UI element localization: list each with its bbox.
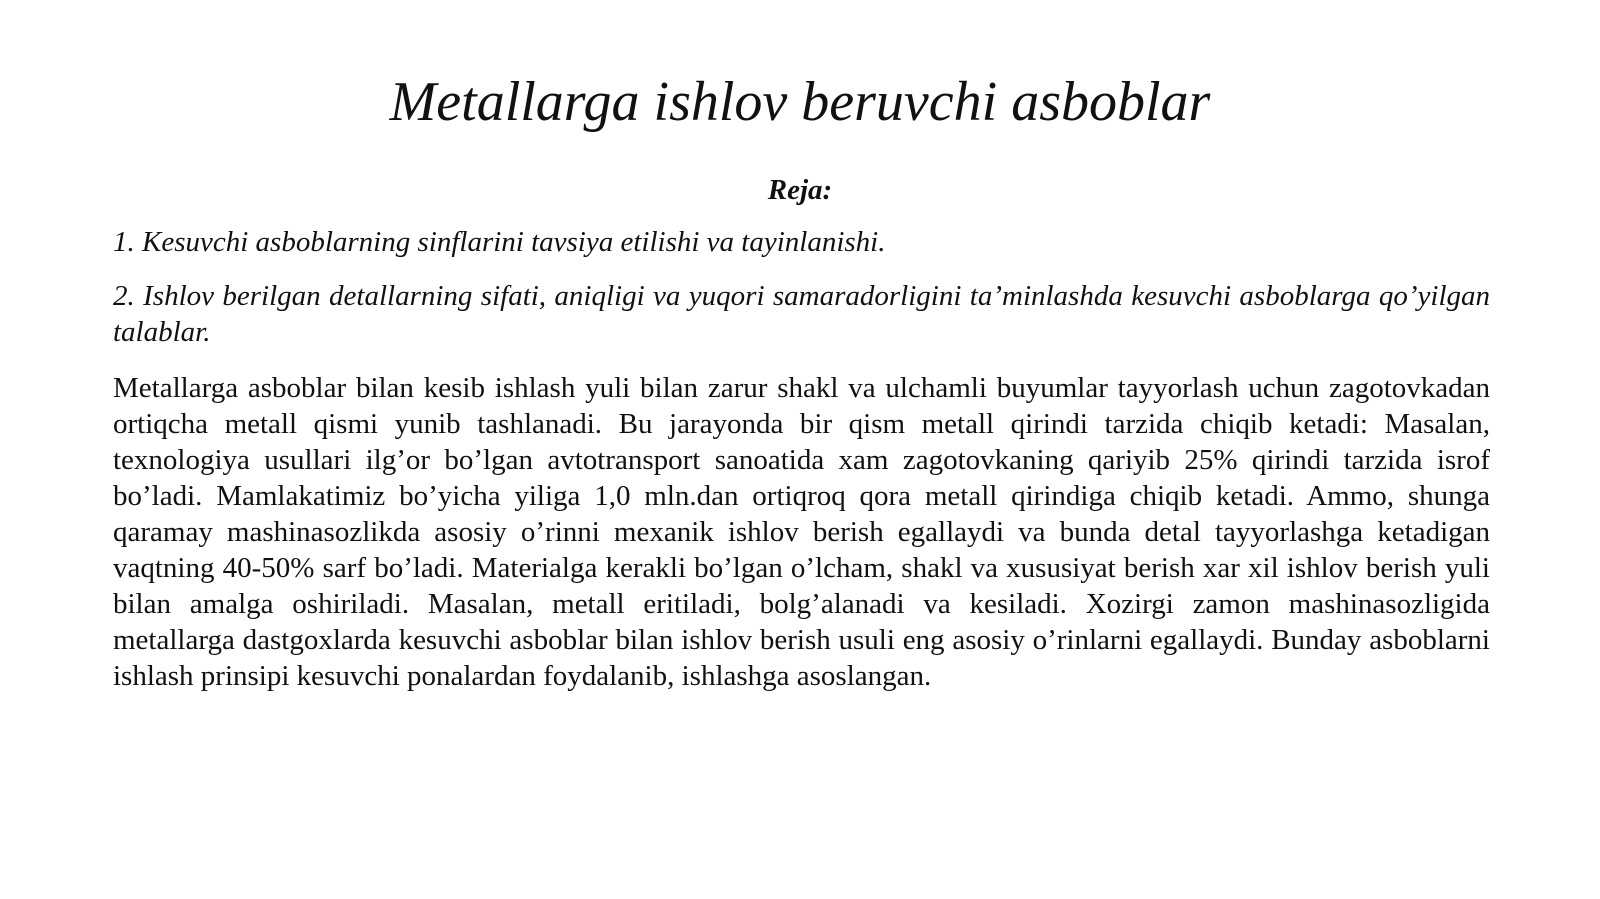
plan-item: 2. Ishlov berilgan detallarning sifati, aniqligi va yuqori samaradorligini ta’minlashda kesuvchi asboblarga qo’yilgan talablar.	[113, 280, 1490, 348]
slide-title: Metallarga ishlov beruvchi asboblar	[389, 71, 1211, 133]
plan-item: 1. Kesuvchi asboblarning sinflarini tavsiya etilishi va tayinlanishi.	[113, 226, 886, 258]
plan-heading: Reja:	[767, 174, 833, 206]
plan-list	[113, 224, 1490, 368]
body-paragraph: Metallarga asboblar bilan kesib ishlash yuli bilan zarur shakl va ulchamli buyumlar tayyorlash uchun zagotovkadan ortiqcha metall qismi yunib tashlanadi. Bu jarayonda bir qism metall qirindi tarzida chiqib ketadi: Masalan, texnologiya usullari ilg’or bo’lgan avtotransport sanoatida xam zagotovkaning qariyib 25% qirindi tarzida isrof bo’ladi. Mamlakatimiz bo’yicha yiliga 1,0 mln.dan ortiqroq qora metall qirindiga chiqib ketadi. Ammo, shunga qaramay mashinasozlikda asosiy o’rinni mexanik ishlov berish egallaydi va bunda detal tayyorlashga ketadigan vaqtning 40-50% sarf bo’ladi. Materialga kerakli bo’lgan o’lcham, shakl va xususiyat berish xar xil ishlov berish yuli bilan amalga oshiriladi. Masalan, metall eritiladi, bolg’alanadi va kesiladi. Xozirgi zamon mashinasozligida metallarga dastgoxlarda kesuvchi asboblar bilan ishlov berish usuli eng asosiy o’rinlarni egallaydi. Bunday asboblarni ishlash prinsipi kesuvchi ponalardan foydalanib, ishlashga asoslangan.	[113, 372, 1490, 692]
